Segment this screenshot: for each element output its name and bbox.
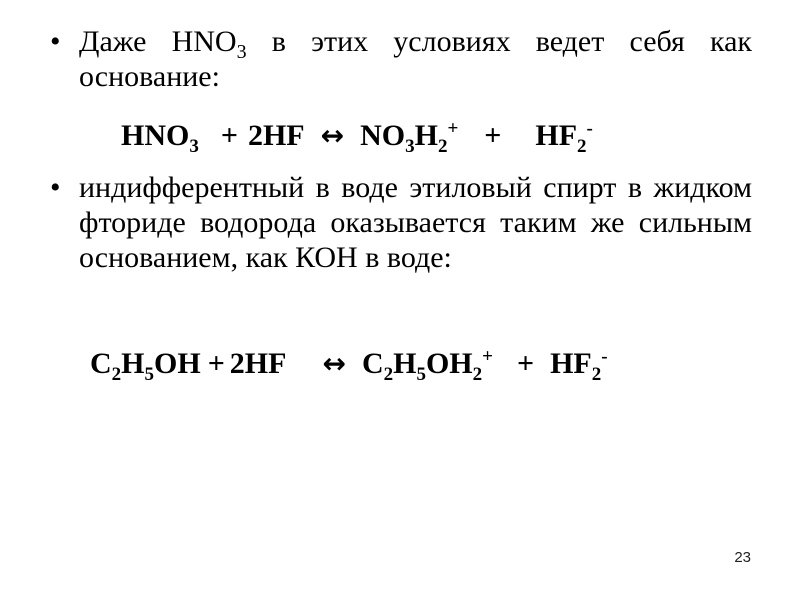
subscript: 5 [144,364,155,385]
formula-part: H [121,347,145,380]
subscript: 2 [591,364,602,385]
formula-part: HF [535,119,578,152]
text-part: Даже HNO [79,25,237,58]
bullet-marker: • [50,25,61,58]
formula-part: 2HF [247,119,305,152]
formula-part: 2HF [229,347,287,380]
subscript: 3 [189,136,199,157]
plus-sign: + [484,119,502,152]
formula-part: C [361,347,384,380]
superscript: - [586,118,593,139]
formula-part: HF [550,347,592,380]
formula-part: HNO [121,119,190,152]
equilibrium-arrow-icon: ↔ [320,119,345,152]
equilibrium-arrow-icon: ↔ [322,347,346,380]
subscript: 2 [111,364,122,385]
subscript: 3 [405,136,415,157]
subscript: 5 [416,364,426,385]
plus-sign: + [516,347,535,380]
page-number: 23 [734,549,751,566]
formula-part: H [414,119,438,152]
bullet-item-2 [50,170,752,275]
subscript: 2 [383,364,394,385]
formula-part: OH [425,347,473,380]
plus-sign: + [207,347,225,380]
superscript: + [447,118,459,139]
subscript: 2 [472,364,483,385]
subscript: 3 [236,41,247,63]
equation-ethanol-hf [90,346,608,385]
formula-part: C [90,347,112,380]
subscript: 2 [577,136,587,157]
plus-sign: + [220,119,238,152]
bullet-marker: • [50,171,61,204]
superscript: - [601,346,608,367]
bullet-text-2: индифферентный в воде этиловый спирт в жидком фториде водорода оказывается таким же сильным основанием, как КОН в воде: [79,171,752,274]
text-part: в этих условиях ведет себя как основание: [79,25,753,93]
formula-part: OH [154,347,201,380]
subscript: 2 [437,136,448,157]
equation-hno3-hf [121,118,593,157]
bullet-item-1 [50,24,752,94]
superscript: + [482,346,493,367]
bullet-text-1 [79,24,752,94]
formula-part: NO [360,119,406,152]
formula-part: H [393,347,417,380]
